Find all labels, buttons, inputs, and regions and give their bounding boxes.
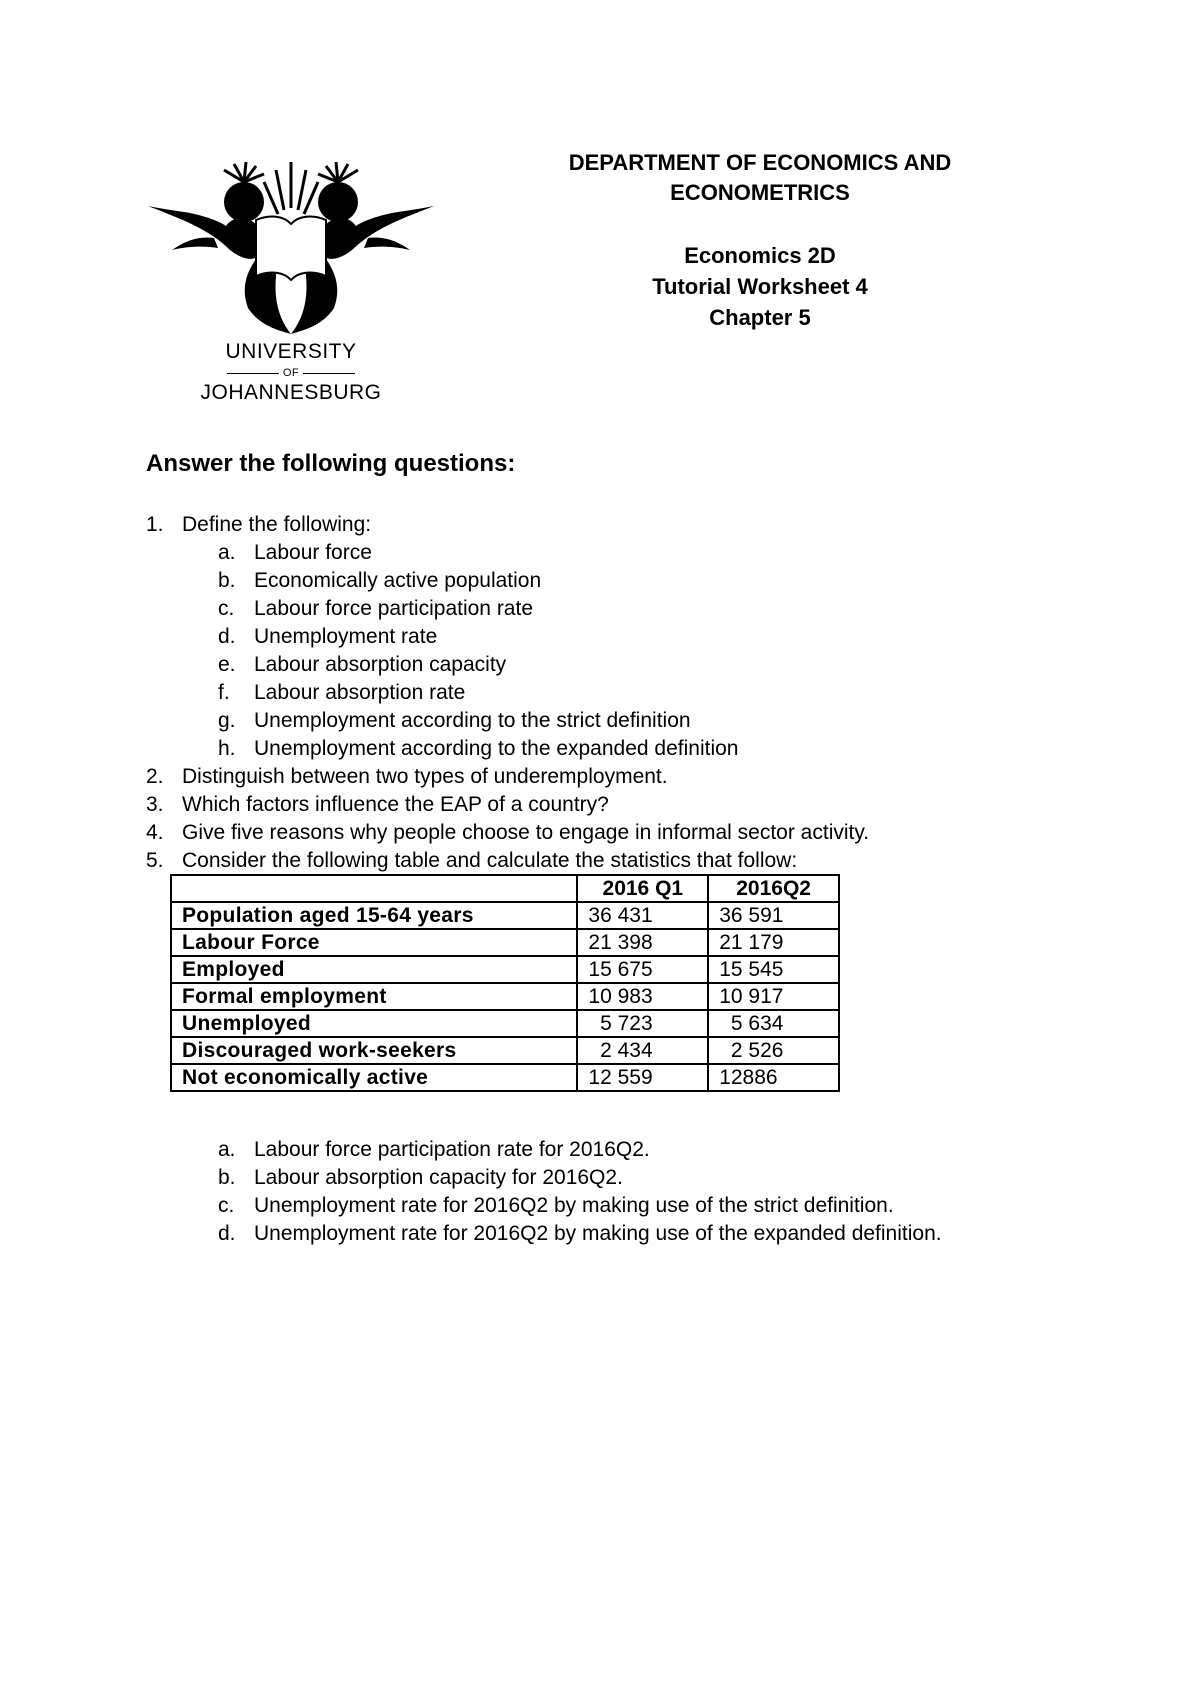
- item-letter: c.: [218, 597, 235, 620]
- cell-2016q2: 15 545: [708, 956, 839, 983]
- department-line-1: DEPARTMENT OF ECONOMICS AND: [568, 150, 952, 175]
- row-label: Population aged 15-64 years: [171, 902, 577, 929]
- item-letter: b.: [218, 569, 236, 592]
- item-letter: g.: [218, 709, 236, 732]
- item-letter: b.: [218, 1166, 236, 1189]
- question-number: 1.: [146, 513, 164, 536]
- question-text: Consider the following table and calculate the statistics that follow:: [182, 849, 798, 872]
- cell-2016q1: 2 434: [577, 1037, 708, 1064]
- item-letter: e.: [218, 653, 236, 676]
- crest-icon: [148, 158, 434, 338]
- cell-2016q1: 10 983: [577, 983, 708, 1010]
- question-number: 2.: [146, 765, 164, 788]
- row-label: Labour Force: [171, 929, 577, 956]
- item-text: Unemployment rate for 2016Q2 by making use of the expanded definition.: [254, 1222, 942, 1245]
- table-row: [171, 1037, 839, 1064]
- question-number: 4.: [146, 821, 164, 844]
- cell-2016q2: 5 634: [708, 1010, 839, 1037]
- course-block: [520, 240, 1000, 333]
- cell-2016q2: 10 917: [708, 983, 839, 1010]
- question-text: Give five reasons why people choose to engage in informal sector activity.: [182, 821, 870, 844]
- cell-2016q1: 5 723: [577, 1010, 708, 1037]
- row-label: Not economically active: [171, 1064, 577, 1091]
- item-letter: c.: [218, 1194, 235, 1217]
- item-text: Unemployment rate: [254, 625, 438, 648]
- cell-2016q1: 21 398: [577, 929, 708, 956]
- table-row: [171, 1010, 839, 1037]
- department-line-2: ECONOMETRICS: [670, 180, 850, 205]
- question-number: 5.: [146, 849, 164, 872]
- question-text: Distinguish between two types of underemployment.: [182, 765, 668, 788]
- course-name: Economics 2D: [684, 243, 836, 268]
- item-letter: d.: [218, 625, 236, 648]
- row-label: Unemployed: [171, 1010, 577, 1037]
- instruction-heading: Answer the following questions:: [146, 450, 516, 477]
- department-title: [520, 148, 1000, 208]
- table-header-row: [171, 875, 839, 902]
- table-row: [171, 902, 839, 929]
- item-text: Unemployment rate for 2016Q2 by making use of the strict definition.: [254, 1194, 894, 1217]
- cell-2016q1: 12 559: [577, 1064, 708, 1091]
- item-text: Unemployment according to the expanded definition: [254, 737, 739, 760]
- item-letter: a.: [218, 541, 236, 564]
- table-row: [171, 983, 839, 1010]
- item-text: Unemployment according to the strict definition: [254, 709, 691, 732]
- row-label: Employed: [171, 956, 577, 983]
- item-letter: d.: [218, 1222, 236, 1245]
- question-text: Which factors influence the EAP of a country?: [182, 793, 609, 816]
- labour-statistics-table: [170, 874, 840, 1092]
- question-number: 3.: [146, 793, 164, 816]
- cell-2016q2: 21 179: [708, 929, 839, 956]
- cell-2016q2: 2 526: [708, 1037, 839, 1064]
- item-letter: a.: [218, 1138, 236, 1161]
- row-label: Formal employment: [171, 983, 577, 1010]
- university-logo: [148, 158, 434, 404]
- cell-2016q1: 36 431: [577, 902, 708, 929]
- item-text: Labour force participation rate: [254, 597, 533, 620]
- item-text: Labour force participation rate for 2016Q2.: [254, 1138, 650, 1161]
- table-row: [171, 1064, 839, 1091]
- item-text: Labour absorption capacity: [254, 653, 507, 676]
- worksheet-title: Tutorial Worksheet 4: [652, 274, 868, 299]
- item-text: Labour absorption rate: [254, 681, 466, 704]
- question-text: Define the following:: [182, 513, 372, 536]
- logo-johannesburg-text: JOHANNESBURG: [200, 381, 382, 404]
- table-row: [171, 929, 839, 956]
- table-header-cell: 2016Q2: [708, 875, 839, 902]
- item-letter: h.: [218, 737, 236, 760]
- table-header-cell: [171, 875, 577, 902]
- item-text: Labour force: [254, 541, 372, 564]
- chapter-title: Chapter 5: [709, 305, 811, 330]
- table-row: [171, 956, 839, 983]
- logo-of-text: OF: [148, 367, 434, 379]
- item-letter: f.: [218, 681, 230, 704]
- item-text: Labour absorption capacity for 2016Q2.: [254, 1166, 623, 1189]
- table-header-cell: 2016 Q1: [577, 875, 708, 902]
- cell-2016q2: 12886: [708, 1064, 839, 1091]
- item-text: Economically active population: [254, 569, 542, 592]
- row-label: Discouraged work-seekers: [171, 1037, 577, 1064]
- cell-2016q2: 36 591: [708, 902, 839, 929]
- cell-2016q1: 15 675: [577, 956, 708, 983]
- logo-university-text: UNIVERSITY: [225, 340, 357, 363]
